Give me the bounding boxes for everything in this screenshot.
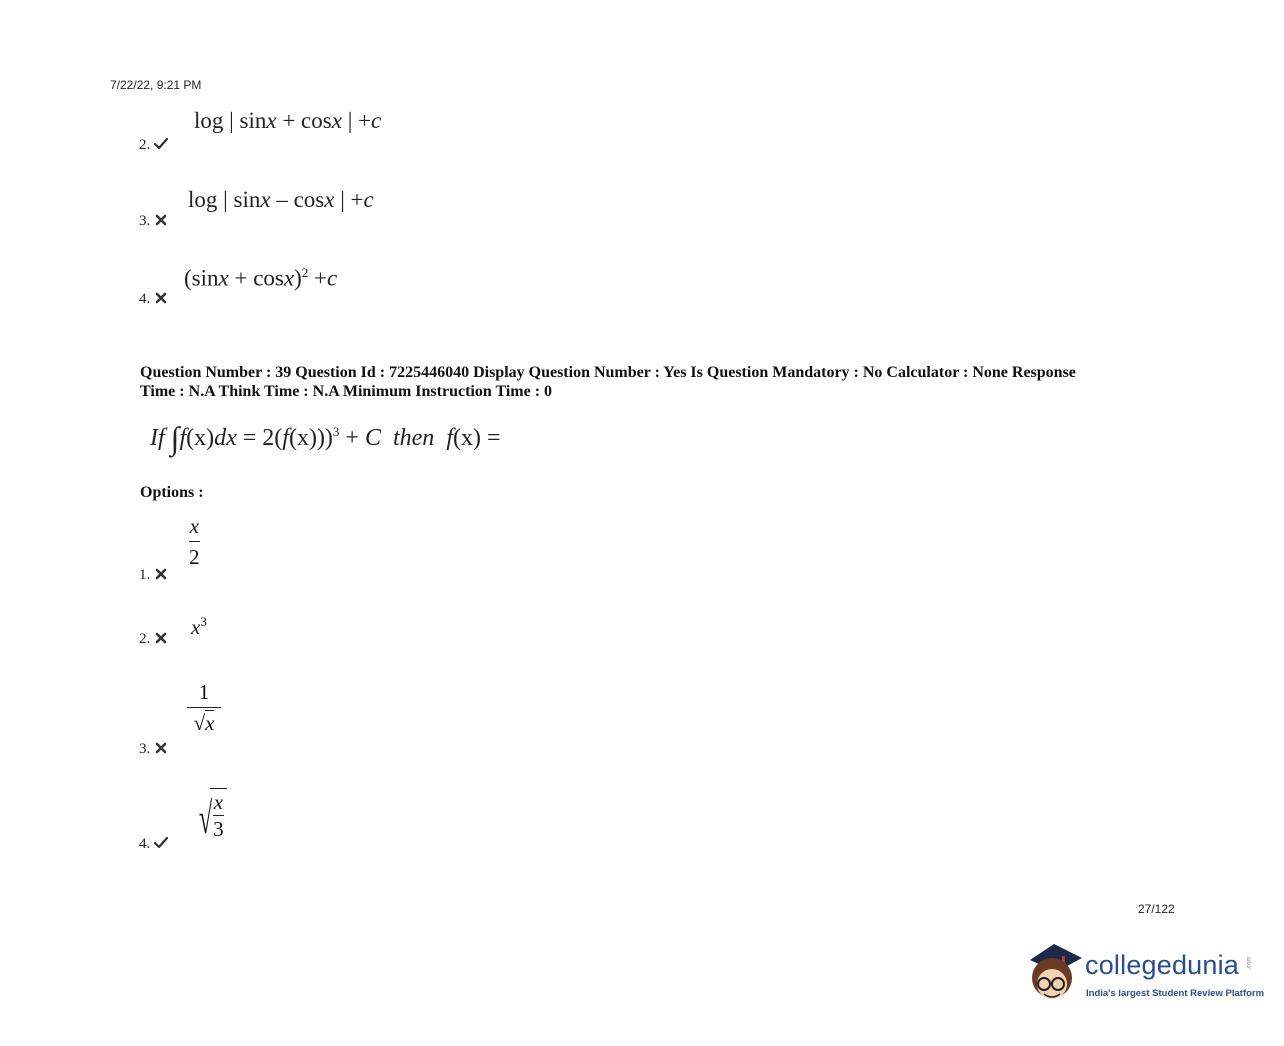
option-number: 2. xyxy=(139,137,168,154)
options-label: Options : xyxy=(140,484,204,501)
check-icon xyxy=(154,837,168,849)
cross-icon xyxy=(154,632,168,644)
collegedunia-logo xyxy=(1022,938,1265,1008)
mascot-icon xyxy=(1022,938,1084,1008)
option-number: 3. xyxy=(139,213,168,230)
question-statement: If ∫f(x)dx = 2(f(x)))$^3$ + C then f(x) = xyxy=(150,420,501,456)
option-formula: $(\sin x + \cos x)^2 +c$ xyxy=(184,265,338,291)
question-meta: Question Number : 39 Question Id : 7225446040 Display Question Number : Yes Is Question Mandatory : No Calculator : None Response Time : N.A Think Time : N.A Minimum Instruction Time : 0 xyxy=(140,364,1076,400)
page-number: 27/122 xyxy=(1138,902,1175,916)
option-1-formula: x 2 xyxy=(189,514,200,569)
option-2-formula: $x^3$ xyxy=(191,614,207,639)
cross-icon xyxy=(154,742,168,754)
print-timestamp: 7/22/22, 9:21 PM xyxy=(110,78,202,92)
option-number: 4. xyxy=(139,836,168,853)
cross-icon xyxy=(154,214,168,226)
option-4-formula: √ $\frac{x}{3}$ xyxy=(188,788,227,841)
cross-icon xyxy=(154,568,168,580)
option-3-formula: 1 √x xyxy=(187,680,221,735)
option-formula: log | sinx + cosx | +c xyxy=(194,108,382,133)
option-formula: log | sinx – cosx | +c xyxy=(188,187,374,212)
option-number: 4. xyxy=(139,291,168,308)
logo-tagline: India's largest Student Review Platform xyxy=(1086,988,1265,999)
option-number: 2. xyxy=(139,631,168,648)
check-icon xyxy=(154,138,168,150)
cross-icon xyxy=(154,292,168,304)
logo-name: collegedunia xyxy=(1085,950,1240,980)
option-number: 1. xyxy=(139,567,168,584)
logo-suffix: .com xyxy=(1246,956,1253,970)
option-number: 3. xyxy=(139,741,168,758)
